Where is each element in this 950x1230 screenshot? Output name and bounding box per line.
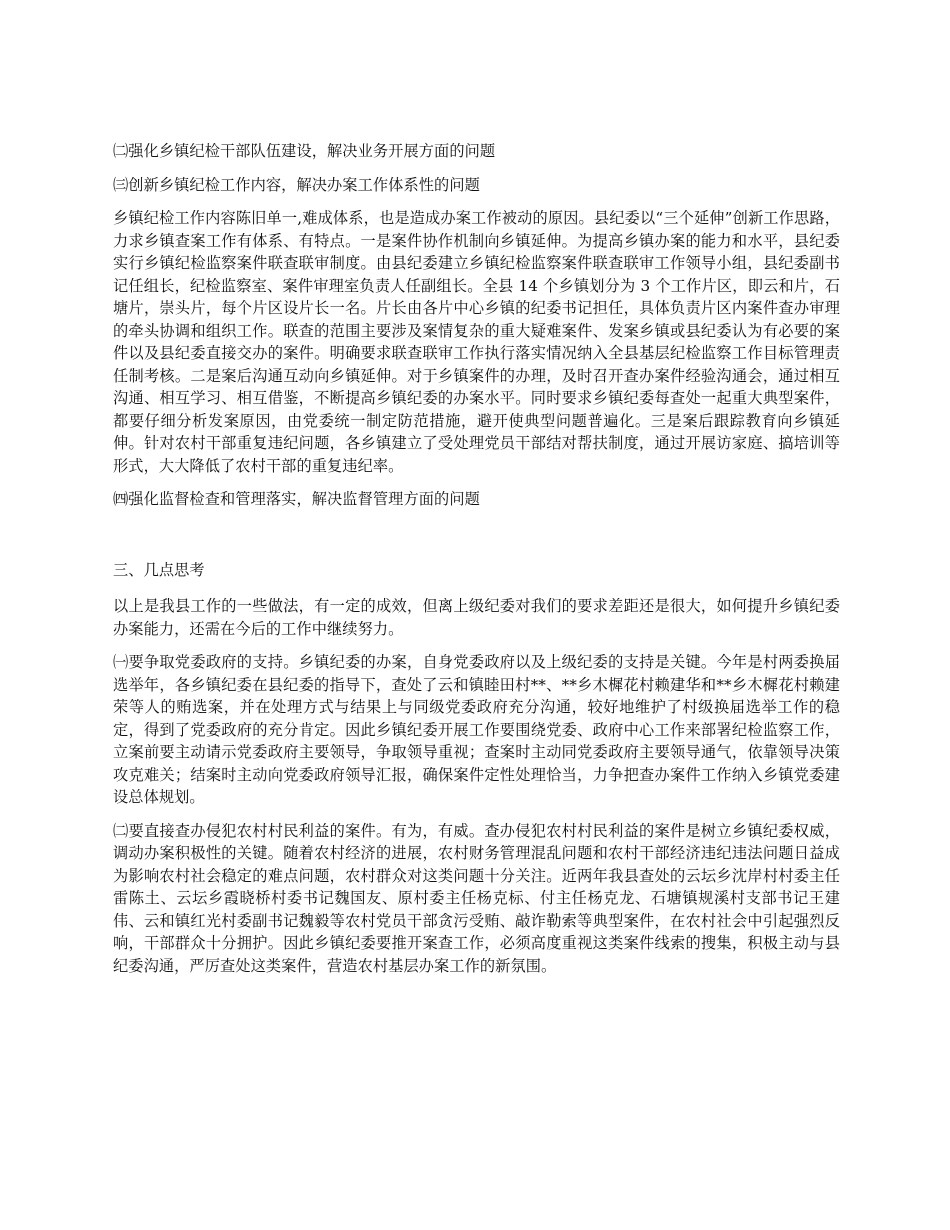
subsection-heading-4: ㈣强化监督检查和管理落实，解决监督管理方面的问题	[113, 490, 480, 508]
section-title-thoughts: 三、几点思考	[113, 560, 205, 579]
body-paragraph-innovation: 乡镇纪检工作内容陈旧单一,难成体系，也是造成办案工作被动的原因。县纪委以“三个延伸”创新工作思路，力求乡镇查案工作有体系、有特点。一是案件协作机制向乡镇延伸。为提高乡镇办案的能力和水平，县纪委实行乡镇纪检监察案件联查联审制度。由县纪委建立乡镇纪检监察案件联查联审工作领导小组，县纪委副书记任组长，纪检监察室、案件审理室负责人任副组长。全县 14 个乡镇划分为 3 个工作片区，即云和片，石塘片，崇头片，每个片区设片长一名。片长由各片中心乡镇的纪委书记担任，具体负责片区内案件查办审理的牵头协调和组织工作。联查的范围主要涉及案情复杂的重大疑难案件、发案乡镇或县纪委认为有必要的案件以及县纪委直接交办的案件。明确要求联查联审工作执行落实情况纳入全县基层纪检监察工作目标管理责任制考核。二是案后沟通互动向乡镇延伸。对于乡镇案件的办理，及时召开查办案件经验沟通会，通过相互沟通、相互学习、相互借鉴，不断提高乡镇纪委的办案水平。同时要求乡镇纪委每查处一起重大典型案件，都要仔细分析发案原因，由党委统一制定防范措施，避开使典型问题普遍化。三是案后跟踪教育向乡镇延伸。针对农村干部重复违纪问题，各乡镇建立了受处理党员干部结对帮扶制度，通过开展访家庭、搞培训等形式，大大降低了农村干部的重复违纪率。	[113, 209, 840, 475]
body-paragraph-intro: 以上是我县工作的一些做法，有一定的成效，但离上级纪委对我们的要求差距还是很大，如何提升乡镇纪委办案能力，还需在今后的工作中继续努力。	[113, 597, 840, 638]
body-paragraph-point-1: ㈠要争取党委政府的支持。乡镇纪委的办案，自身党委政府以及上级纪委的支持是关键。今年是村两委换届选举年，各乡镇纪委在县纪委的指导下，查处了云和镇睦田村**、**乡木樨花村赖建华和**乡木樨花村赖建荣等人的贿选案，并在处理方式与结果上与同级党委政府充分沟通，较好地维护了村级换届选举工作的稳定，得到了党委政府的充分肯定。因此乡镇纪委开展工作要围绕党委、政府中心工作来部署纪检监察工作，立案前要主动请示党委政府主要领导，争取领导重视；查案时主动同党委政府主要领导通气，依靠领导决策攻克难关；结案时主动向党委政府领导汇报，确保案件定性处理恰当，力争把查办案件工作纳入乡镇党委建设总体规划。	[113, 653, 840, 806]
subsection-heading-2: ㈡强化乡镇纪检干部队伍建设，解决业务开展方面的问题	[113, 142, 496, 160]
document-page	[113, 140, 840, 988]
body-paragraph-point-2: ㈡要直接查办侵犯农村村民利益的案件。有为，有威。查办侵犯农村村民利益的案件是树立乡镇纪委权威，调动办案积极性的关键。随着农村经济的进展，农村财务管理混乱问题和农村干部经济违纪违法问题日益成为影响农村社会稳定的难点问题，农村群众对这类问题十分关注。近两年我县查处的云坛乡沈岸村村委主任雷陈土、云坛乡霞晓桥村委书记魏国友、原村委主任杨克标、付主任杨克龙、石塘镇规溪村支部书记王建伟、云和镇红光村委副书记魏毅等农村党员干部贪污受贿、敲诈勒索等典型案件，在农村社会中引起强烈反响，干部群众十分拥护。因此乡镇纪委要推开案查工作，必须高度重视这类案件线索的搜集，积极主动与县纪委沟通，严厉查处这类案件，营造农村基层办案工作的新氛围。	[113, 821, 840, 975]
subsection-heading-3: ㈢创新乡镇纪检工作内容，解决办案工作体系性的问题	[113, 175, 480, 194]
